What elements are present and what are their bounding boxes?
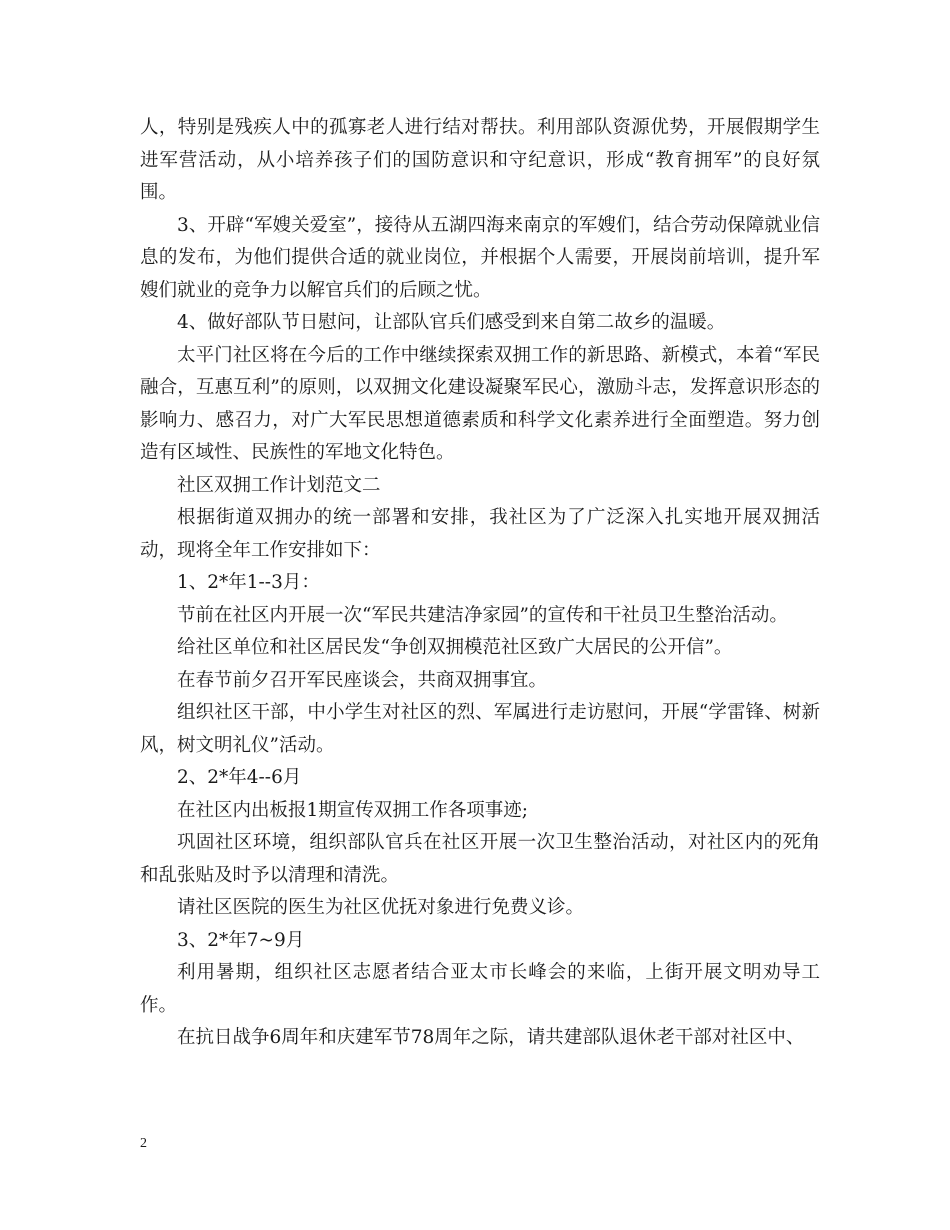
paragraph: 在抗日战争6周年和庆建军节78周年之际，请共建部队退休老干部对社区中、 [177,1027,805,1048]
document-body [140,112,820,1055]
paragraph: 给社区单位和社区居民发“争创双拥模范社区致广大居民的公开信”。 [177,637,733,658]
paragraph: 巩固社区环境，组织部队官兵在社区开展一次卫生整治活动，对社区内的死角和乱张贴及时予以清理和清洗。 [140,832,820,886]
paragraph: 4、做好部队节日慰问，让部队官兵们感受到来自第二故乡的温暖。 [177,312,726,333]
paragraph: 在春节前夕召开军民座谈会，共商双拥事宜。 [177,669,548,691]
paragraph: 人，特别是残疾人中的孤寡老人进行结对帮扶。利用部队资源优势，开展假期学生进军营活动，从小培养孩子们的国防意识和守纪意识，形成“教育拥军”的良好氛围。 [140,117,820,203]
paragraph: 在社区内出板报1期宣传双拥工作各项事迹; [177,799,529,821]
paragraph: 利用暑期，组织社区志愿者结合亚太市长峰会的来临，上街开展文明劝导工作。 [140,962,820,1016]
paragraph: 3、2*年7~9月 [177,929,305,951]
paragraph: 3、开辟“军嫂关爱室”，接待从五湖四海来南京的军嫂们，结合劳动保障就业信息的发布，为他们提供合适的就业岗位，并根据个人需要，开展岗前培训，提升军嫂们就业的竞争力以解官兵们的后顾之忧。 [140,214,820,301]
paragraph: 太平门社区将在今后的工作中继续探索双拥工作的新思路、新模式，本着“军民融合，互惠互利”的原则，以双拥文化建设凝聚军民心，激励斗志，发挥意识形态的影响力、感召力，对广大军民思想道德素质和科学文化素养进行全面塑造。努力创造有区域性、民族性的军地文化特色。 [140,344,820,463]
paragraph: 2、2*年4--6月 [177,767,302,788]
section-title: 社区双拥工作计划范文二 [177,474,381,496]
paragraph: 1、2*年1--3月： [177,572,320,593]
page-number: 2 [140,1136,147,1151]
paragraph: 节前在社区内开展一次“军民共建洁净家园”的宣传和干社员卫生整治活动。 [177,604,788,626]
paragraph: 组织社区干部，中小学生对社区的烈、军属进行走访慰问，开展“学雷锋、树新风，树文明礼仪”活动。 [140,702,820,756]
paragraph: 请社区医院的医生为社区优抚对象进行免费义诊。 [177,897,585,918]
paragraph: 根据街道双拥办的统一部署和安排，我社区为了广泛深入扎实地开展双拥活动，现将全年工作安排如下： [140,507,820,561]
